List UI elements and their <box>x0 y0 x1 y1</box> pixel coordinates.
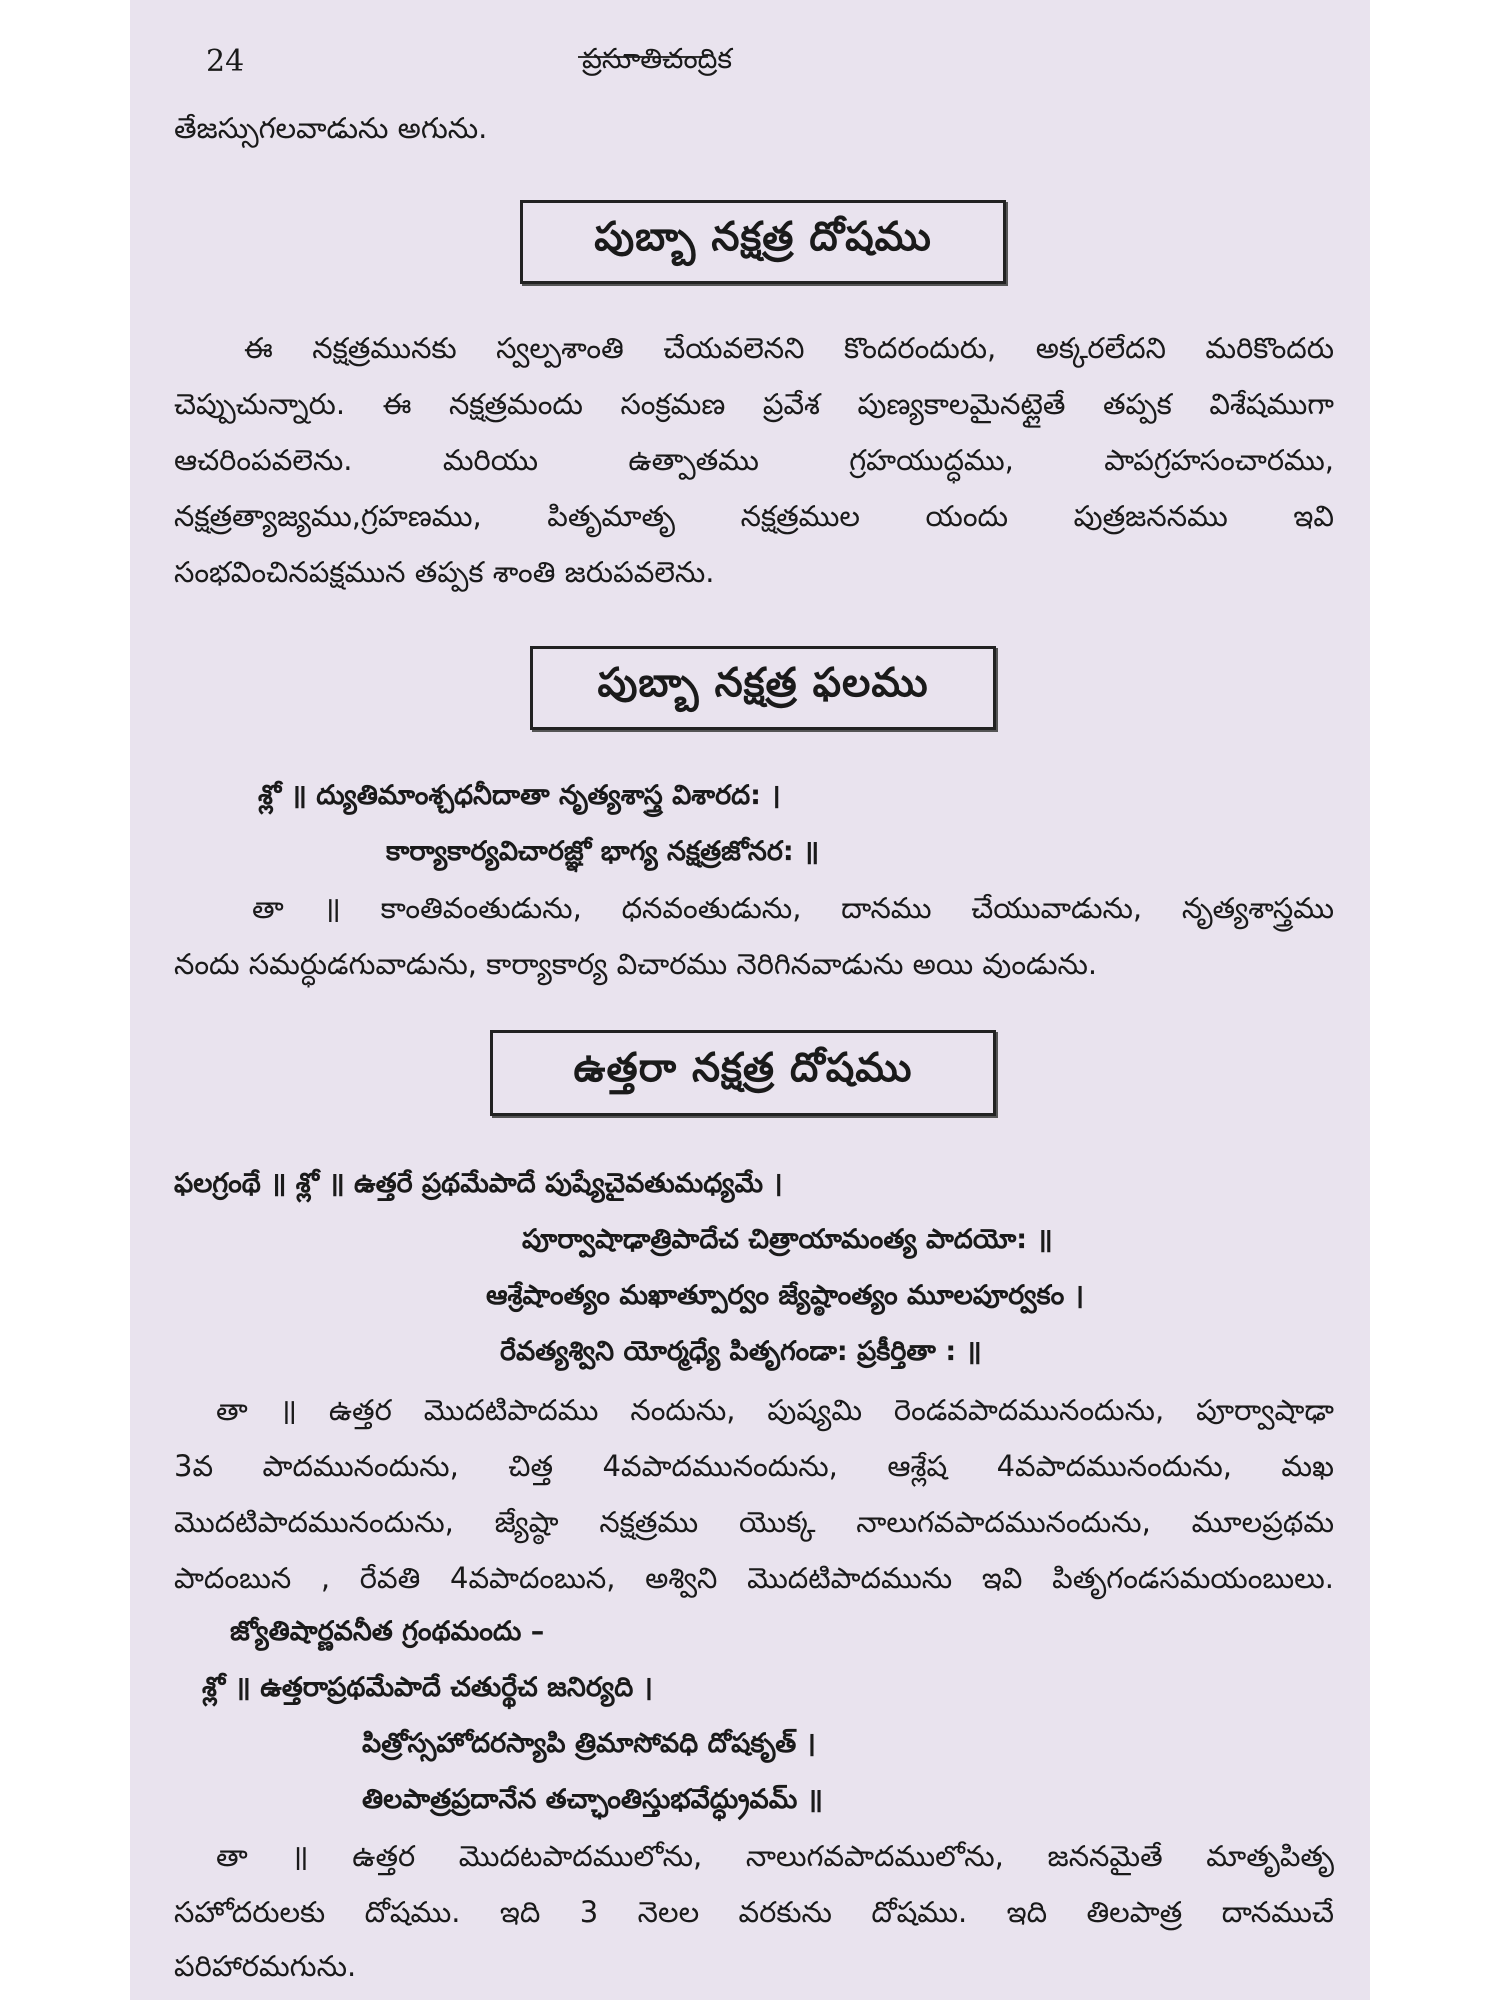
meaning-line: తా ॥ ఉత్తర మొదటిపాదము నందును, పుష్యమి రెండవపాదమునందును, పూర్వాషాఢా <box>216 1393 1334 1427</box>
verse-line: రేవత్యశ్విని యోర్మధ్యే పితృగండా: ప్రకీర్తితా : ॥ <box>500 1336 982 1367</box>
meaning-line: తా ॥ కాంతివంతుడును, ధనవంతుడును, దానము చేయువాడును, నృత్యశాస్త్రము <box>252 891 1334 925</box>
section-title-box <box>520 200 1006 284</box>
top-line: తేజస్సుగలవాడును అగును. <box>174 111 488 145</box>
meaning-line: మొదటిపాదమునందును, జ్యేష్ఠా నక్షత్రము యొక్క నాలుగవపాదమునందును, మూలప్రథమ <box>174 1505 1334 1539</box>
section-title-box <box>530 646 996 730</box>
verse-line: పిత్రోస్సహోదరస్యాపి త్రిమాసోవధి దోషకృత్ । <box>362 1728 816 1759</box>
verse-line: పూర్వాషాఢాత్రిపాదేచ చిత్రాయామంత్య పాదయో: ॥ <box>522 1224 1053 1255</box>
verse-line: శ్లో ॥ ఉత్తరాప్రథమేపాదే చతుర్థేచ జనిర్యది । <box>202 1672 653 1703</box>
section-title: ఉత్తరా నక్షత్ర దోషము <box>573 1045 913 1091</box>
verse-line: తిలపాత్రప్రదానేన తచ్ఛాంతిస్తుభవేద్ధ్రువమ్ ॥ <box>362 1784 823 1815</box>
section-title: పుబ్బా నక్షత్ర దోషము <box>594 214 932 260</box>
source-line: జ్యోతిషార్ణవనీత గ్రంథమందు – <box>230 1616 545 1647</box>
paragraph-line: ఆచరింపవలెను. మరియు ఉత్పాతము గ్రహయుద్ధము, పాపగ్రహసంచారము, <box>174 443 1334 477</box>
verse-line: శ్లో ॥ ద్యుతిమాంశ్చధనీదాతా నృత్యశాస్త్ర విశారద: । <box>258 780 781 811</box>
verse-line: ఆశ్రేషాంత్యం మఖాత్పూర్వం జ్యేష్ఠాంత్యం మూలపూర్వకం । <box>486 1280 1084 1311</box>
meaning-line: తా ॥ ఉత్తర మొదటపాదములోను, నాలుగవపాదములోను, జననమైతే మాతృపితృ <box>216 1839 1334 1873</box>
meaning-line: పరిహారమగును. <box>174 1949 357 1983</box>
paragraph-line: నక్షత్రత్యాజ్యము,గ్రహణము, పితృమాతృ నక్షత్రముల యందు పుత్రజననము ఇవి <box>174 499 1334 533</box>
paragraph-line: ఈ నక్షత్రమునకు స్వల్పశాంతి చేయవలెనని కొందరందురు, అక్కరలేదని మరికొందరు <box>244 331 1334 365</box>
book-page <box>130 0 1370 2000</box>
paragraph-line: చెప్పుచున్నారు. ఈ నక్షత్రమందు సంక్రమణ ప్రవేశ పుణ్యకాలమైనట్లైతే తప్పక విశేషముగా <box>174 387 1334 421</box>
paragraph-line: సంభవించినపక్షమున తప్పక శాంతి జరుపవలెను. <box>174 555 715 589</box>
meaning-line: పాదంబున , రేవతి 4వపాదంబున, అశ్విని మొదటిపాదమును ఇవి పితృగండసమయంబులు. <box>174 1561 1334 1595</box>
page-number: 24 <box>206 44 245 79</box>
meaning-line: 3వ పాదమునందును, చిత్త 4వపాదమునందును, ఆశ్లేష 4వపాదమునందును, మఖ <box>174 1449 1334 1483</box>
verse-line: ఫలగ్రంథే ॥ శ్లో ॥ ఉత్తరే ప్రథమేపాదే పుష్యేచైవతుమధ్యమే । <box>174 1168 783 1199</box>
running-head: ప్రసూతిచంద్రిక <box>582 42 733 75</box>
section-title-box <box>490 1030 996 1116</box>
section-title: పుబ్బా నక్షత్ర ఫలము <box>597 660 929 706</box>
meaning-line: నందు సమర్ధుడగువాడును, కార్యాకార్య విచారము నెరిగినవాడును అయి వుండును. <box>174 947 1098 981</box>
meaning-line: సహోదరులకు దోషము. ఇది 3 నెలల వరకును దోషము. ఇది తిలపాత్ర దానముచే <box>174 1895 1334 1929</box>
verse-line: కార్యాకార్యవిచారజ్ఞో భాగ్య నక్షత్రజోనర: ॥ <box>386 836 820 867</box>
